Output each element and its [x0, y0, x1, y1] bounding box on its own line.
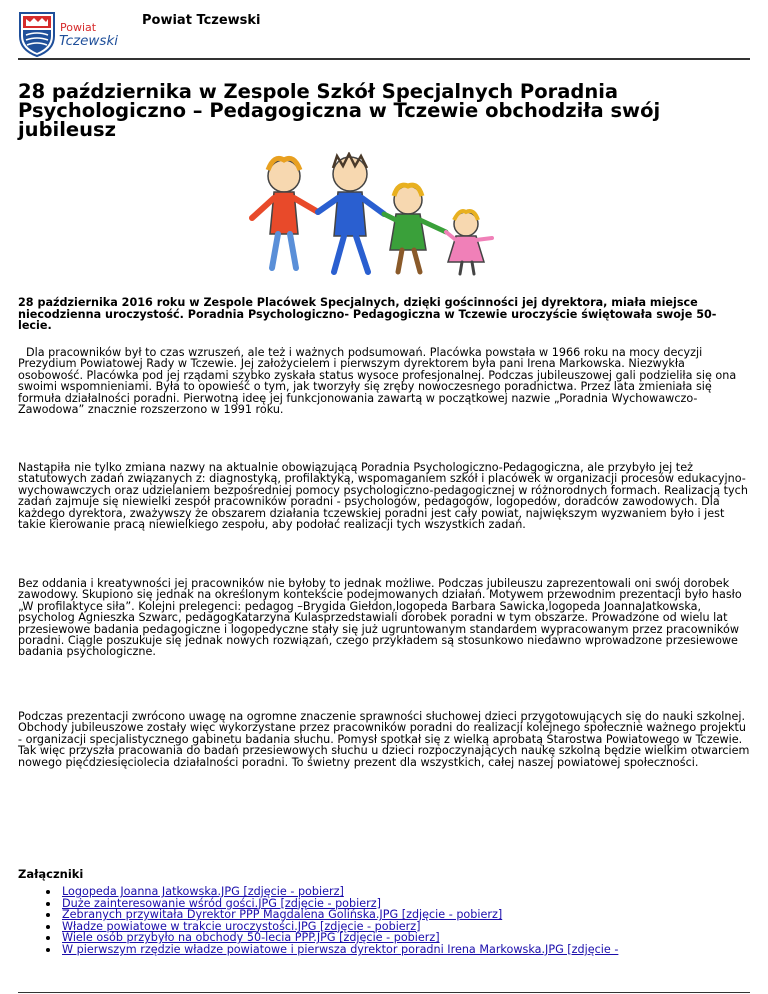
logo-text-tczewski: Tczewski	[59, 33, 118, 49]
logo-text-powiat: Powiat	[60, 21, 97, 34]
attachment-link[interactable]: Zebranych przywitała Dyrektor PPP Magdalena Golińska.JPG [zdjęcie - pobierz]	[62, 908, 503, 922]
article-title: 28 października w Zespole Szkół Specjalnych Poradnia Psychologiczno – Pedagogiczna w Tczewie obchodziła swój jubileusz	[18, 80, 661, 141]
article-image	[222, 152, 546, 276]
attachments-heading: Załączniki	[18, 867, 84, 881]
footer-divider	[18, 992, 750, 993]
attachment-link[interactable]: Wiele osób przybyło na obchody 50-lecia PPP.JPG [zdjęcie - pobierz]	[62, 931, 440, 945]
article-lead: 28 października 2016 roku w Zespole Placówek Specjalnych, dzięki gościnności jej dyrektora, miała miejsce niecodzienna uroczystość. Poradnia Psychologiczno- Pedagogiczna w Tczewie uroczyście świętowała swoje 50-lecie.	[18, 296, 717, 332]
article-paragraph: Dla pracowników był to czas wzruszeń, ale też i ważnych podsumowań. Placówka powstała w 1966 roku na mocy decyzji Prezydium Powiatowej Rady w Tczewie. Jej założycielem i pierwszym dyrektorem była pani Irena Markowska. Niezwykła osobowość. Placówka pod jej rządami szybko zyskała status wysoce profesjonalnej. Podczas jubileuszowej gali podzieliła się ona swoimi wspomnieniami. Była to opowieść o tym, jak tworzyły się zręby nowoczesnego poradnictwa. Przez lata zmieniała się formuła działalności poradni. Pierwotną ideę jej funkcjonowania zawartą w początkowej nazwie „Poradnia Wychowawczo-Zawodowa” znacznie rozszerzono w 1991 roku.	[18, 346, 737, 417]
attachment-link[interactable]: Władze powiatowe w trakcie uroczystości.JPG [zdjęcie - pobierz]	[62, 919, 421, 933]
attachment-link[interactable]: Logopeda Joanna Jatkowska.JPG [zdjęcie - pobierz]	[62, 885, 344, 898]
attachment-link[interactable]: W pierwszym rzędzie władze powiatowe i pierwsza dyrektor poradni Irena Markowska.JPG [zdjęcie -	[62, 942, 619, 956]
attachment-link[interactable]: Duże zainteresowanie wśród gości.JPG [zdjęcie - pobierz]	[62, 896, 381, 910]
attachment-item	[42, 944, 742, 956]
article-paragraph: Nastąpiła nie tylko zmiana nazwy na aktualnie obowiązującą Poradnia Psychologiczno-Pedagogiczna, ale przybyło jej też statutowych zadań związanych z: diagnostyką, profilaktyką, wspomaganiem szkół i placówek w organizacji procesów edukacyjno-wychowawczych oraz udzielaniem bezpośredniej pomocy psychologiczno-pedagogicznej w różnorodnych formach. Realizacją tych zadań zajmuje się niewielki zespół pracowników poradni - psychologów, pedagogów, logopedów, doradców zawodowych. Dla każdego dyrektora, zważywszy że obszarem działania tczewskiej poradni jest cały powiat, największym wyzwaniem było i jest takie kierowanie pracą niewielkiego zespołu, aby podołać realizacji tych wszystkich zadań.	[18, 461, 748, 532]
attachments-list	[42, 886, 742, 956]
article-paragraph: Podczas prezentacji zwrócono uwagę na ogromne znaczenie sprawności słuchowej dzieci przygotowujących się do nauki szkolnej. Obchody jubileuszowe zostały więc wykorzystane przez pracowników poradni do realizacji kolejnego społecznie ważnego projektu - organizacji specjalistycznego gabinetu badania słuchu. Pomysł spotkał się z wielką aprobatą Starostwa Powiatowego w Tczewie. Tak więc przyszła pracowania do badań przesiewowych słuchu u dzieci rozpoczynających naukę szkolną będzie wielkim otwarciem nowego pięćdziesięciolecia działalności poradni. To świetny prezent dla wszystkich, całej naszej powiatowej społeczności.	[18, 710, 750, 769]
header-divider	[18, 58, 750, 60]
site-header	[18, 10, 750, 60]
article-paragraph: Bez oddania i kreatywności jej pracowników nie byłoby to jednak możliwe. Podczas jubileuszu zaprezentowali oni swój dorobek zawodowy. Skupiono się jednak na określonym kontekście podejmowanych działań. Motywem przewodnim prezentacji było hasło „W profilaktyce siła”. Kolejni prelegenci: pedagog –Brygida Giełdon,logopeda Barbara Sawicka,logopeda JoannaJatkowska, psycholog Agnieszka Szwarc, pedagogKatarzyna Kulasprzedstawiali dorobek poradni w tym obszarze. Prowadzone od wielu lat przesiewowe badania pedagogiczne i logopedyczne stały się już ugruntowanym standardem wypracowanym przez pracowników poradni. Ciągle poszukuje się jednak nowych rozwiązań, czego przykładem są stosunkowo niedawno wprowadzone przesiewowe badania psychologiczne.	[18, 577, 742, 659]
site-name: Powiat Tczewski	[142, 13, 261, 28]
powiat-tczewski-logo[interactable]	[18, 10, 118, 58]
